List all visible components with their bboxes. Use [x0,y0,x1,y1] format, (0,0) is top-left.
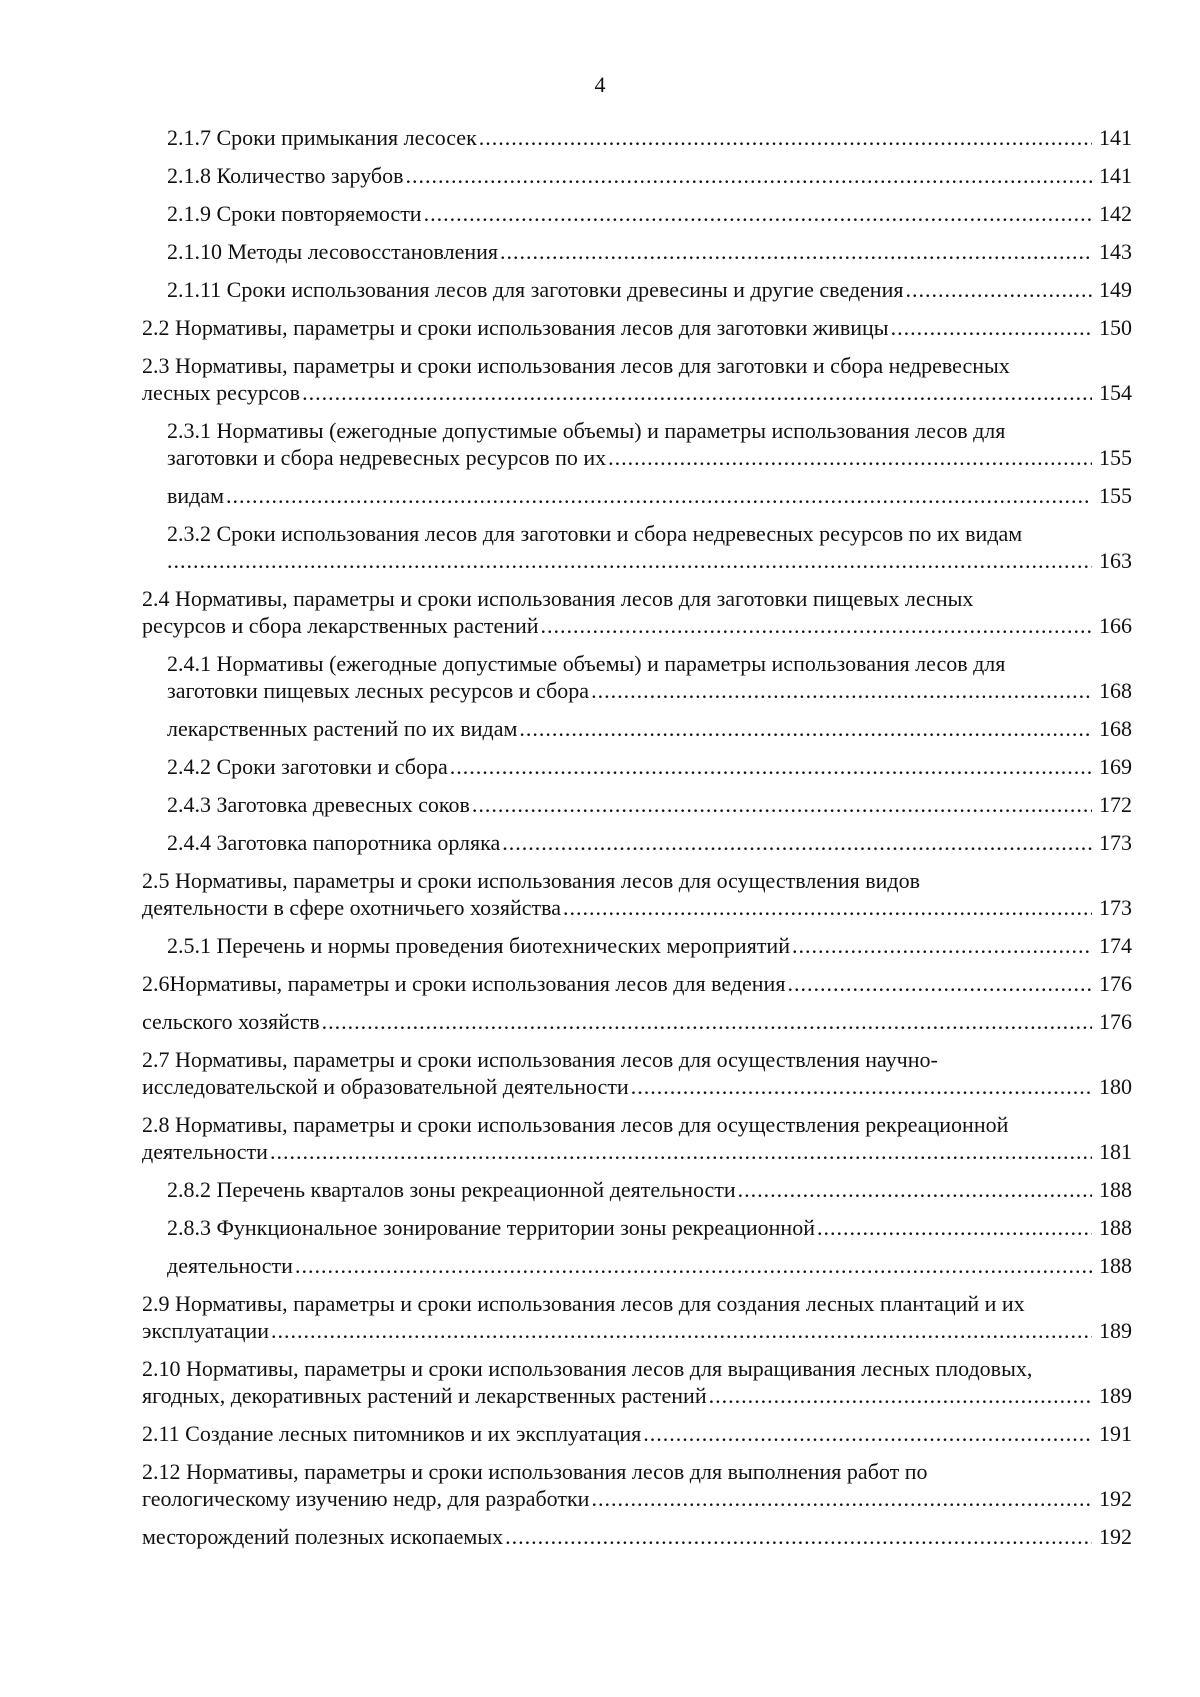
toc-entry-page-number: 163 [1099,548,1132,573]
toc-entry-title: 2.5.1 Перечень и нормы проведения биотехнических мероприятий [167,933,790,958]
toc-entry-page-number: 155 [1099,445,1132,470]
dot-leader [608,444,1092,471]
toc-entry[interactable] [142,1458,1132,1512]
toc-entry-text-line: 2.10 Нормативы, параметры и сроки использования лесов для выращивания лесных плодовых, [142,1356,1033,1381]
toc-entry-leader-row [167,715,1132,742]
dot-leader [167,547,1092,574]
toc-entry-leader-row [142,1485,1132,1512]
toc-entry-leader-row [142,379,1132,406]
toc-entry[interactable] [142,1046,1132,1100]
toc-entry-title: деятельности [167,1253,293,1278]
toc-entry-leader-row [167,791,1132,818]
toc-entry-title: деятельности в сфере охотничьего хозяйства [142,895,561,920]
toc-entry-text-line: 2.3 Нормативы, параметры и сроки использования лесов для заготовки и сбора недревесных [142,353,1010,378]
dot-leader [295,1252,1092,1279]
toc-entry-page-number: 191 [1099,1421,1132,1446]
dot-leader [631,1073,1092,1100]
dot-leader [406,162,1093,189]
page-number: 4 [594,72,606,97]
toc-entry-leader-row [167,276,1132,303]
toc-entry-title: 2.8.2 Перечень кварталов зоны рекреационной деятельности [167,1177,736,1202]
toc-entry-title: 2.4.2 Сроки заготовки и сбора [167,754,448,779]
toc-entry[interactable] [167,482,1132,509]
dot-leader [738,1176,1092,1203]
toc-entry-page-number: 142 [1099,201,1132,226]
dot-leader [479,124,1092,151]
dot-leader [322,1008,1092,1035]
toc-entry-title: деятельности [142,1139,268,1164]
toc-entry-leader-row [142,894,1132,921]
toc-entry-page-number: 141 [1099,125,1132,150]
toc-entry-page-number: 155 [1099,483,1132,508]
toc-entry-title: эксплуатации [142,1318,269,1343]
toc-entry-page-number: 192 [1099,1524,1132,1549]
dot-leader [905,276,1092,303]
toc-entry[interactable] [142,1008,1132,1035]
toc-entry-leader-row [167,932,1132,959]
toc-entry-page-number: 166 [1099,613,1132,638]
toc-entry-page-number: 143 [1099,239,1132,264]
toc-entry-leader-row [167,829,1132,856]
toc-entry-title: 2.8.3 Функциональное зонирование территории зоны рекреационной [167,1215,815,1240]
dot-leader [271,1317,1092,1344]
toc-entry-title: 2.1.11 Сроки использования лесов для заготовки древесины и другие сведения [167,277,904,302]
toc-entry[interactable] [142,1290,1132,1344]
toc-entry-page-number: 189 [1099,1383,1132,1408]
toc-entry-title: 2.6Нормативы, параметры и сроки использования лесов для ведения [142,971,786,996]
toc-entry-leader-row [167,124,1132,151]
dot-leader [541,612,1092,639]
toc-entry[interactable] [142,867,1132,921]
toc-entry-leader-row [142,1138,1132,1165]
toc-entry[interactable] [142,1523,1132,1550]
toc-entry-title: 2.11 Создание лесных питомников и их эксплуатация [142,1421,642,1446]
dot-leader [519,715,1092,742]
toc-entry-leader-row [142,1008,1132,1035]
toc-entry[interactable] [167,791,1132,818]
toc-entry[interactable] [167,520,1132,574]
toc-entry[interactable] [167,753,1132,780]
toc-entry-page-number: 192 [1099,1486,1132,1511]
toc-entry-leader-row [167,1252,1132,1279]
toc-entry-leader-row [167,677,1132,704]
dot-leader [709,1382,1092,1409]
toc-entry-page-number: 188 [1099,1253,1132,1278]
toc-entry-title: ягодных, декоративных растений и лекарственных растений [142,1383,707,1408]
toc-entry-title: 2.1.9 Сроки повторяемости [167,201,422,226]
toc-entry[interactable] [167,932,1132,959]
toc-entry[interactable] [142,352,1132,406]
toc-entry-page-number: 141 [1099,163,1132,188]
dot-leader [792,932,1092,959]
toc-entry-leader-row [167,482,1132,509]
toc-entry-leader-row [142,1382,1132,1409]
toc-entry-title: 2.1.7 Сроки примыкания лесосек [167,125,477,150]
toc-entry-title: 2.4.3 Заготовка древесных соков [167,792,470,817]
dot-leader [591,677,1092,704]
toc-entry-title: 2.4.4 Заготовка папоротника орляка [167,830,501,855]
dot-leader [502,829,1092,856]
toc-entry-page-number: 168 [1099,678,1132,703]
toc-entry-title: заготовки пищевых лесных ресурсов и сбора [167,678,590,703]
toc-entry-text-line: 2.3.1 Нормативы (ежегодные допустимые объемы) и параметры использования лесов для [167,418,1006,443]
toc-entry[interactable] [167,124,1132,151]
dot-leader [500,238,1092,265]
dot-leader [817,1214,1092,1241]
toc-entry-title: заготовки и сбора недревесных ресурсов по их [167,445,607,470]
toc-entry-leader-row [142,970,1132,997]
toc-entry-page-number: 181 [1099,1139,1132,1164]
toc-entry-leader-row [167,1176,1132,1203]
toc-entry[interactable] [167,650,1132,704]
toc-entry-page-number: 149 [1099,277,1132,302]
dot-leader [270,1138,1092,1165]
toc-entry-leader-row [142,314,1132,341]
dot-leader [563,894,1092,921]
toc-entry[interactable] [142,1420,1132,1447]
toc-entry-title: 2.1.10 Методы лесовосстановления [167,239,498,264]
toc-entry-page-number: 168 [1099,716,1132,741]
dot-leader [472,791,1092,818]
toc-entry[interactable] [167,200,1132,227]
toc-entry-leader-row [167,547,1132,574]
toc-entry-leader-row [142,612,1132,639]
toc-entry-leader-row [142,1523,1132,1550]
toc-entry-text-line: 2.7 Нормативы, параметры и сроки использования лесов для осуществления научно- [142,1047,938,1072]
dot-leader [891,314,1092,341]
toc-entry-text-line: 2.9 Нормативы, параметры и сроки использования лесов для создания лесных плантаций и их [142,1291,1025,1316]
toc-entry-title: ресурсов и сбора лекарственных растений [142,613,539,638]
toc-entry-page-number: 150 [1099,315,1132,340]
toc-entry-leader-row [142,1317,1132,1344]
toc-entry[interactable] [142,314,1132,341]
toc-entry[interactable] [167,715,1132,742]
toc-entry-page-number: 176 [1099,1009,1132,1034]
toc-entry-leader-row [167,1214,1132,1241]
dot-leader [302,379,1092,406]
toc-entry-title: 2.1.8 Количество зарубов [167,163,404,188]
toc-entry-title: лесных ресурсов [142,380,301,405]
dot-leader [450,753,1092,780]
toc-entry-page-number: 176 [1099,971,1132,996]
toc-entry-text-line: 2.12 Нормативы, параметры и сроки использования лесов для выполнения работ по [142,1459,928,1484]
toc-entry[interactable] [167,829,1132,856]
toc-entry-title: исследовательской и образовательной деятельности [142,1074,629,1099]
dot-leader [226,482,1092,509]
toc-entry[interactable] [167,238,1132,265]
toc-entry[interactable] [167,1214,1132,1241]
toc-entry[interactable] [167,1252,1132,1279]
toc-entry-title: видам [167,483,225,508]
toc-entry-title: лекарственных растений по их видам [167,716,518,741]
toc-entry-page-number: 169 [1099,754,1132,779]
toc-entry-text-line: 2.4 Нормативы, параметры и сроки использования лесов для заготовки пищевых лесных [142,586,974,611]
toc-entry-title: геологическому изучению недр, для разработки [142,1486,590,1511]
toc-entry-text-line: 2.4.1 Нормативы (ежегодные допустимые объемы) и параметры использования лесов для [167,651,1006,676]
toc-entry-leader-row [142,1073,1132,1100]
dot-leader [505,1523,1092,1550]
toc-entry-page-number: 154 [1099,380,1132,405]
toc-entry-leader-row [167,200,1132,227]
toc-entry-page-number: 173 [1099,895,1132,920]
toc-entry-leader-row [167,162,1132,189]
toc-entry[interactable] [167,276,1132,303]
toc-entry[interactable] [167,162,1132,189]
toc-entry[interactable] [142,1355,1132,1409]
toc-entry-title: 2.2 Нормативы, параметры и сроки использования лесов для заготовки живицы [142,315,889,340]
toc-entry[interactable] [142,1111,1132,1165]
toc-entry-text-line: 2.8 Нормативы, параметры и сроки использования лесов для осуществления рекреационной [142,1112,1009,1137]
toc-entry[interactable] [167,417,1132,471]
toc-entry-page-number: 188 [1099,1177,1132,1202]
toc-entry[interactable] [142,970,1132,997]
dot-leader [591,1485,1092,1512]
dot-leader [424,200,1092,227]
toc-entry-page-number: 188 [1099,1215,1132,1240]
toc-entry-page-number: 174 [1099,933,1132,958]
dot-leader [787,970,1092,997]
toc-entry-text-line: 2.3.2 Сроки использования лесов для заготовки и сбора недревесных ресурсов по их видам [167,521,1023,546]
toc-entry-page-number: 189 [1099,1318,1132,1343]
dot-leader [643,1420,1092,1447]
toc-entry-leader-row [142,1420,1132,1447]
toc-entry-leader-row [167,238,1132,265]
toc-entry-title: месторождений полезных ископаемых [142,1524,504,1549]
toc-entry[interactable] [142,585,1132,639]
toc-entry-title: сельского хозяйств [142,1009,320,1034]
toc-entry-leader-row [167,444,1132,471]
toc-entry[interactable] [167,1176,1132,1203]
toc-entry-page-number: 173 [1099,830,1132,855]
toc-entry-leader-row [167,753,1132,780]
toc-entry-page-number: 172 [1099,792,1132,817]
toc-entry-page-number: 180 [1099,1074,1132,1099]
toc-entry-text-line: 2.5 Нормативы, параметры и сроки использования лесов для осуществления видов [142,868,920,893]
table-of-contents [142,124,1132,1550]
